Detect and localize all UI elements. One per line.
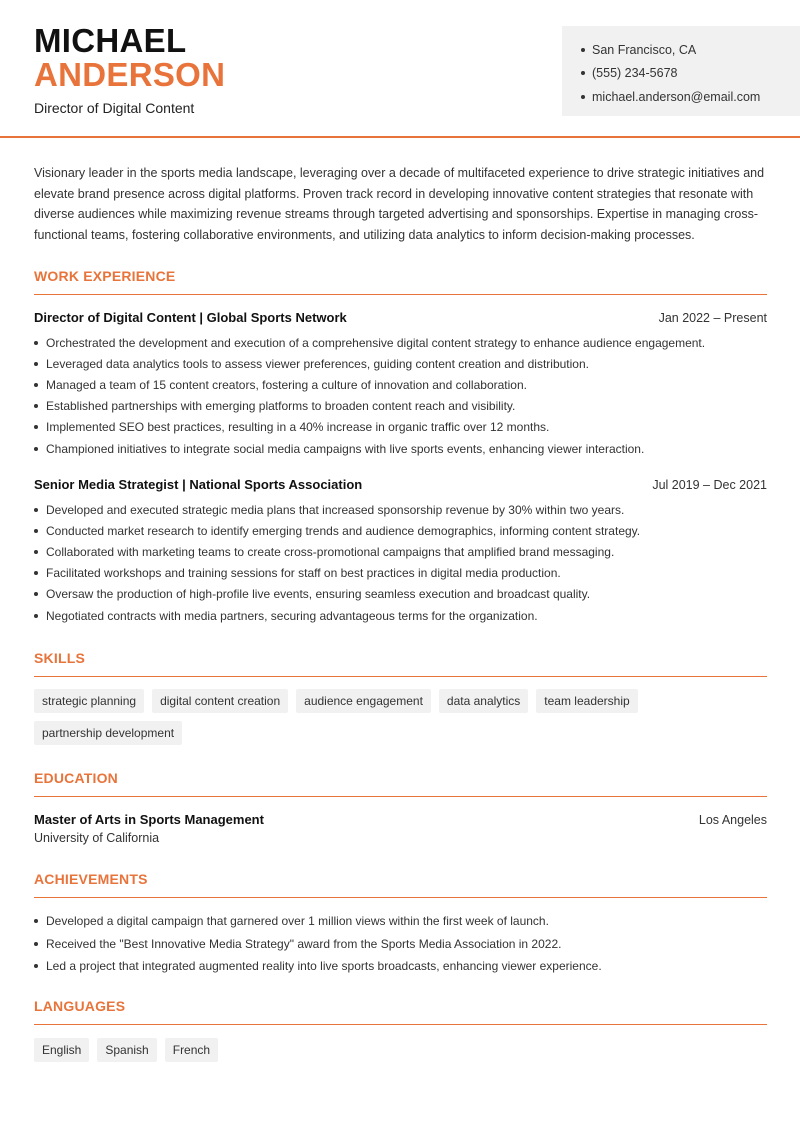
bullet-icon: [34, 341, 38, 345]
bullet-icon: [581, 48, 585, 52]
list-item: [34, 396, 774, 417]
contact-location: [581, 38, 800, 62]
bullet-icon: [34, 425, 38, 429]
list-item: [34, 499, 774, 520]
skill-tag: audience engagement: [296, 689, 431, 713]
bullet-icon: [34, 383, 38, 387]
bullet-icon: [34, 571, 38, 575]
skill-tag: data analytics: [439, 689, 528, 713]
contact-phone-text: (555) 234-5678: [592, 66, 678, 81]
skill-tag: strategic planning: [34, 689, 144, 713]
skill-tag: team leadership: [536, 689, 637, 713]
job-bullets: [34, 499, 774, 626]
section-divider: [34, 294, 767, 295]
list-item-text: Championed initiatives to integrate social media campaigns with live sports events, enhancing viewer interaction.: [46, 441, 645, 456]
summary: Visionary leader in the sports media landscape, leveraging over a decade of multifaceted experience to drive strategic initiatives and elevate brand presence across digital platforms. Proven track record in developing innovative content strategies that resonate with diverse audiences while maximizing revenue streams through targeted advertising and sponsorships. Expertise in managing cross-functional teams, fostering collaborative environments, and utilizing data analytics to inform decision-making processes.: [34, 166, 765, 243]
bullet-icon: [34, 404, 38, 408]
bullet-icon: [34, 447, 38, 451]
list-item: [34, 353, 774, 374]
contact-box: [562, 26, 800, 116]
list-item: [34, 541, 774, 562]
achievements-heading: ACHIEVEMENTS: [34, 871, 148, 887]
list-item-text: Implemented SEO best practices, resulting in a 40% increase in organic traffic over 12 months.: [46, 420, 550, 435]
list-item-text: Orchestrated the development and execution of a comprehensive digital content strategy to enhance audience engagement.: [46, 335, 706, 350]
bullet-icon: [34, 362, 38, 366]
list-item: [34, 910, 774, 933]
skill-tag: partnership development: [34, 721, 182, 745]
job-dates: Jan 2022 – Present: [658, 311, 767, 325]
job-header: [34, 310, 767, 325]
list-item: [34, 955, 774, 978]
list-item: [34, 584, 774, 605]
language-tag: Spanish: [97, 1038, 156, 1062]
list-item-text: Managed a team of 15 content creators, fostering a culture of innovation and collaboration.: [46, 377, 527, 392]
work-experience-heading: WORK EXPERIENCE: [34, 268, 176, 284]
languages-list: [34, 1038, 774, 1062]
list-item-text: Developed and executed strategic media plans that increased sponsorship revenue by 30% within two years.: [46, 502, 625, 517]
list-item-text: Led a project that integrated augmented reality into live sports broadcasts, enhancing viewer experience.: [46, 959, 602, 974]
bullet-icon: [581, 71, 585, 75]
contact-phone: [581, 62, 800, 86]
list-item-text: Established partnerships with emerging platforms to broaden content reach and visibility.: [46, 399, 516, 414]
list-item: [34, 438, 774, 459]
list-item-text: Collaborated with marketing teams to create cross-promotional campaigns that amplified brand messaging.: [46, 544, 615, 559]
bullet-icon: [34, 942, 38, 946]
list-item-text: Received the "Best Innovative Media Strategy" award from the Sports Media Association in 2022.: [46, 936, 562, 951]
list-item: [34, 520, 774, 541]
list-item-text: Leveraged data analytics tools to assess viewer preferences, guiding content creation and distribution.: [46, 356, 589, 371]
list-item: [34, 332, 774, 353]
job-title: Director of Digital Content: [34, 100, 195, 116]
bullet-icon: [34, 919, 38, 923]
section-divider: [34, 796, 767, 797]
job-bullets: [34, 332, 774, 459]
language-tag: English: [34, 1038, 89, 1062]
bullet-icon: [34, 529, 38, 533]
contact-location-text: San Francisco, CA: [592, 42, 697, 57]
job-role: Director of Digital Content | Global Sports Network: [34, 310, 347, 325]
bullet-icon: [34, 614, 38, 618]
achievements-list: [34, 910, 774, 978]
list-item-text: Facilitated workshops and training sessions for staff on best practices in digital media production.: [46, 566, 561, 581]
skills-heading: SKILLS: [34, 650, 85, 666]
first-name: MICHAEL: [34, 22, 187, 59]
list-item-text: Negotiated contracts with media partners, securing advantageous terms for the organization.: [46, 608, 538, 623]
bullet-icon: [34, 592, 38, 596]
education-location: Los Angeles: [698, 813, 767, 827]
last-name: ANDERSON: [34, 56, 226, 93]
section-divider: [34, 1024, 767, 1025]
contact-email-text: michael.anderson@email.com: [592, 89, 761, 104]
language-tag: French: [165, 1038, 218, 1062]
list-item-text: Developed a digital campaign that garnered over 1 million views within the first week of launch.: [46, 914, 549, 929]
languages-heading: LANGUAGES: [34, 998, 126, 1014]
list-item: [34, 605, 774, 626]
list-item-text: Oversaw the production of high-profile live events, ensuring seamless execution and broadcast quality.: [46, 587, 591, 602]
bullet-icon: [34, 964, 38, 968]
education-school: University of California: [34, 831, 160, 845]
job-role: Senior Media Strategist | National Sports Association: [34, 477, 363, 492]
section-divider: [34, 676, 767, 677]
skills-list: [34, 689, 774, 745]
bullet-icon: [34, 550, 38, 554]
job-dates: Jul 2019 – Dec 2021: [652, 478, 767, 492]
resume-header: [0, 0, 800, 138]
list-item: [34, 374, 774, 395]
section-divider: [34, 897, 767, 898]
bullet-icon: [581, 95, 585, 99]
list-item: [34, 933, 774, 956]
education-header: [34, 812, 767, 827]
bullet-icon: [34, 508, 38, 512]
skill-tag: digital content creation: [152, 689, 288, 713]
list-item-text: Conducted market research to identify emerging trends and audience demographics, informing content strategy.: [46, 523, 641, 538]
job-header: [34, 477, 767, 492]
education-degree: Master of Arts in Sports Management: [34, 812, 264, 827]
list-item: [34, 563, 774, 584]
contact-email: [581, 85, 800, 109]
list-item: [34, 417, 774, 438]
education-heading: EDUCATION: [34, 770, 118, 786]
